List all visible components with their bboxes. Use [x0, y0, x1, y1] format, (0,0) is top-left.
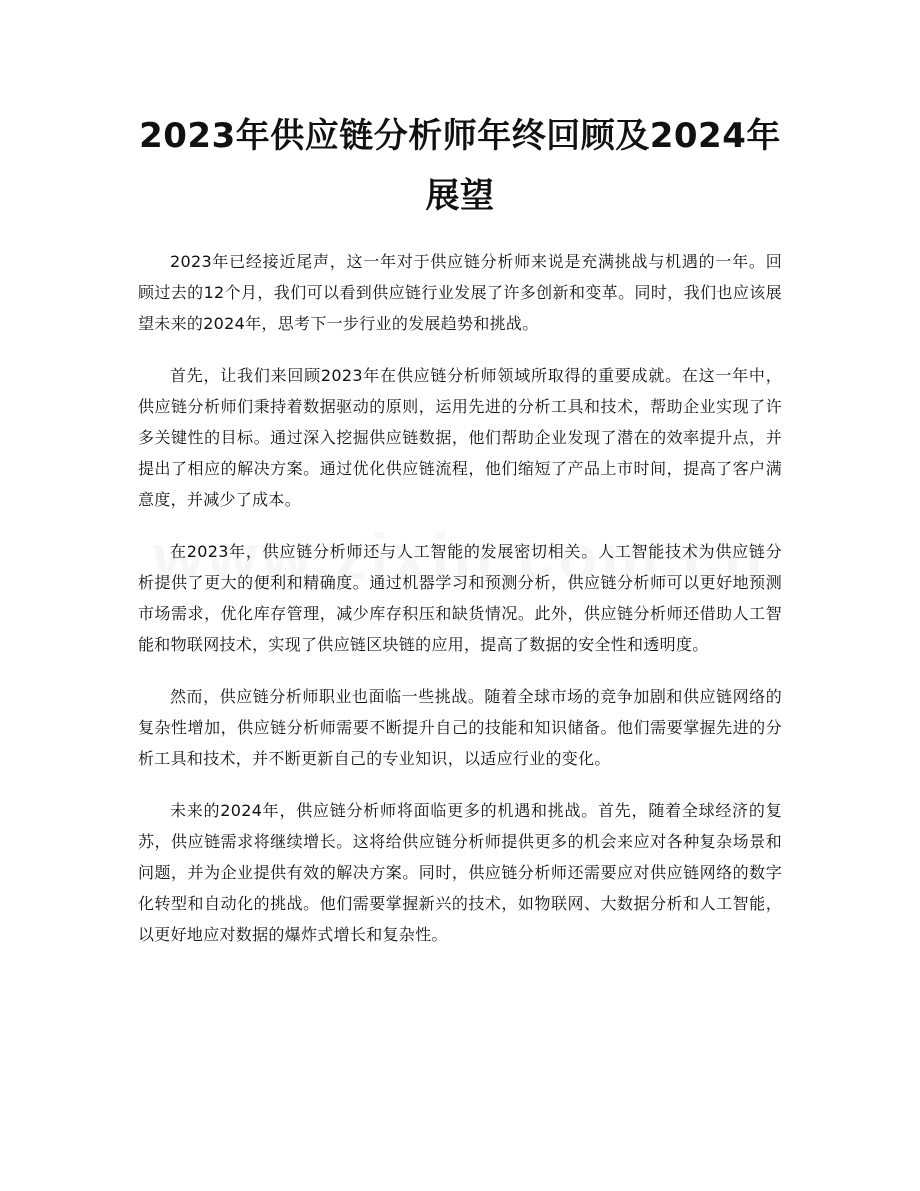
paragraph-2: 首先，让我们来回顾2023年在供应链分析师领域所取得的重要成就。在这一年中，供应链分析师们秉持着数据驱动的原则，运用先进的分析工具和技术，帮助企业实现了许多关键性的目标。通过深入挖掘供应链数据，他们帮助企业发现了潜在的效率提升点，并提出了相应的解决方案。通过优化供应链流程，他们缩短了产品上市时间，提高了客户满意度，并减少了成本。 [138, 366, 782, 509]
paragraph-1: 2023年已经接近尾声，这一年对于供应链分析师来说是充满挑战与机遇的一年。回顾过去的12个月，我们可以看到供应链行业发展了许多创新和变革。同时，我们也应该展望未来的2024年，思考下一步行业的发展趋势和挑战。 [138, 252, 782, 333]
document-title: 2023年供应链分析师年终回顾及2024年展望 [139, 116, 781, 216]
paragraph-4: 然而，供应链分析师职业也面临一些挑战。随着全球市场的竞争加剧和供应链网络的复杂性增加，供应链分析师需要不断提升自己的技能和知识储备。他们需要掌握先进的分析工具和技术，并不断更新自己的专业知识，以适应行业的变化。 [138, 687, 782, 768]
document-body [138, 246, 782, 971]
paragraph-5: 未来的2024年，供应链分析师将面临更多的机遇和挑战。首先，随着全球经济的复苏，供应链需求将继续增长。这将给供应链分析师提供更多的机会来应对各种复杂场景和问题，并为企业提供有效的解决方案。同时，供应链分析师还需要应对供应链网络的数字化转型和自动化的挑战。他们需要掌握新兴的技术，如物联网、大数据分析和人工智能，以更好地应对数据的爆炸式增长和复杂性。 [138, 801, 782, 944]
paragraph-3: 在2023年，供应链分析师还与人工智能的发展密切相关。人工智能技术为供应链分析提供了更大的便利和精确度。通过机器学习和预测分析，供应链分析师可以更好地预测市场需求，优化库存管理，减少库存积压和缺货情况。此外，供应链分析师还借助人工智能和物联网技术，实现了供应链区块链的应用，提高了数据的安全性和透明度。 [138, 542, 782, 654]
